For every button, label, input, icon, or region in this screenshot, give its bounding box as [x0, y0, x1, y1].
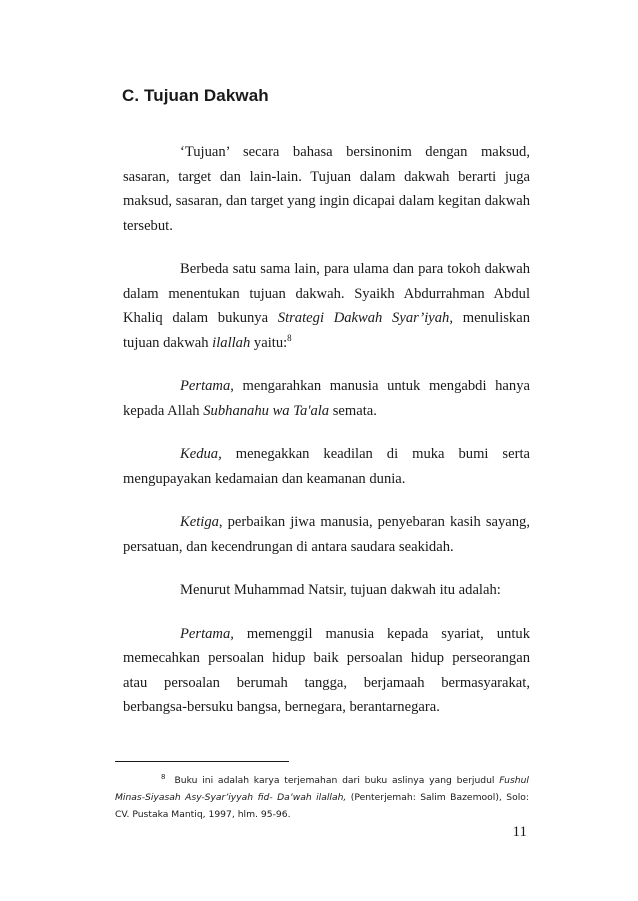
point-label: Pertama,: [180, 625, 234, 642]
paragraph-pertama-natsir: [123, 622, 530, 720]
paragraph-text: memenggil manusia kepada syariat, untuk memecahkan persoalan hidup baik persoalan hidup perseorangan atau persoalan berumah tangga, berjamaah bermasyarakat, berbangsa-bersuku bangsa, bernegara, berantarnegara.: [123, 625, 530, 715]
point-label: Kedua,: [180, 446, 222, 462]
footnote: [115, 772, 529, 823]
paragraph-khaliq: [123, 257, 530, 355]
footnote-divider: [115, 761, 289, 762]
footnote-text: (Penterjemah: Salim Bazemool), Solo: CV. Pustaka Mantiq, 1997, hlm. 95-96.: [115, 792, 529, 820]
italic-term: Subhanahu wa Ta'ala: [203, 402, 330, 419]
paragraph-ketiga: [123, 510, 530, 559]
paragraph-definition: [123, 140, 530, 238]
page-number: 11: [512, 824, 527, 840]
paragraph-text: ‘Tujuan’ secara bahasa bersinonim dengan maksud, sasaran, target dan lain-lain. Tujuan dalam dakwah berarti juga maksud, sasaran, dan target yang ingin dicapai dalam kegitan dakwah tersebut.: [123, 144, 531, 234]
paragraph-text: Menurut Muhammad Natsir, tujuan dakwah itu adalah:: [180, 582, 501, 598]
paragraph-text: menuliskan tujuan dakwah: [123, 310, 530, 351]
footnote-number: 8: [161, 772, 166, 781]
point-label: Ketiga: [180, 514, 219, 530]
paragraph-natsir: [123, 578, 530, 603]
paragraph-pertama-khaliq: [123, 374, 530, 423]
italic-term: ilallah: [212, 334, 251, 351]
paragraph-text: , mengarahkan manusia untuk mengabdi hanya kepada Allah: [123, 378, 530, 419]
paragraph-kedua: [123, 442, 530, 491]
paragraph-text: semata.: [329, 402, 377, 419]
book-title: Strategi Dakwah Syar’iyah,: [277, 310, 453, 326]
paragraph-text: Berbeda satu sama lain, para ulama dan para tokoh dakwah dalam menentukan tujuan dakwah. Syaikh Abdurrahman Abdul Khaliq dalam bukunya: [123, 261, 530, 326]
body-text: [123, 140, 530, 720]
footnote-reference[interactable]: 8: [287, 332, 292, 343]
section-heading: C. Tujuan Dakwah: [122, 86, 269, 105]
paragraph-text: yaitu:: [250, 334, 288, 351]
footnote-book-title: Fushul Minas-Siyasah Asy-Syar’iyyah fid- Da’wah ilallah,: [115, 775, 529, 803]
point-label: Pertama: [180, 378, 231, 394]
paragraph-text: menegakkan keadilan di muka bumi serta mengupayakan kedamaian dan keamanan dunia.: [123, 446, 530, 487]
footnote-text: Buku ini adalah karya terjemahan dari buku aslinya yang berjudul: [174, 775, 500, 786]
paragraph-text: , perbaikan jiwa manusia, penyebaran kasih sayang, persatuan, dan kecendrungan di antara saudara seakidah.: [123, 514, 530, 555]
